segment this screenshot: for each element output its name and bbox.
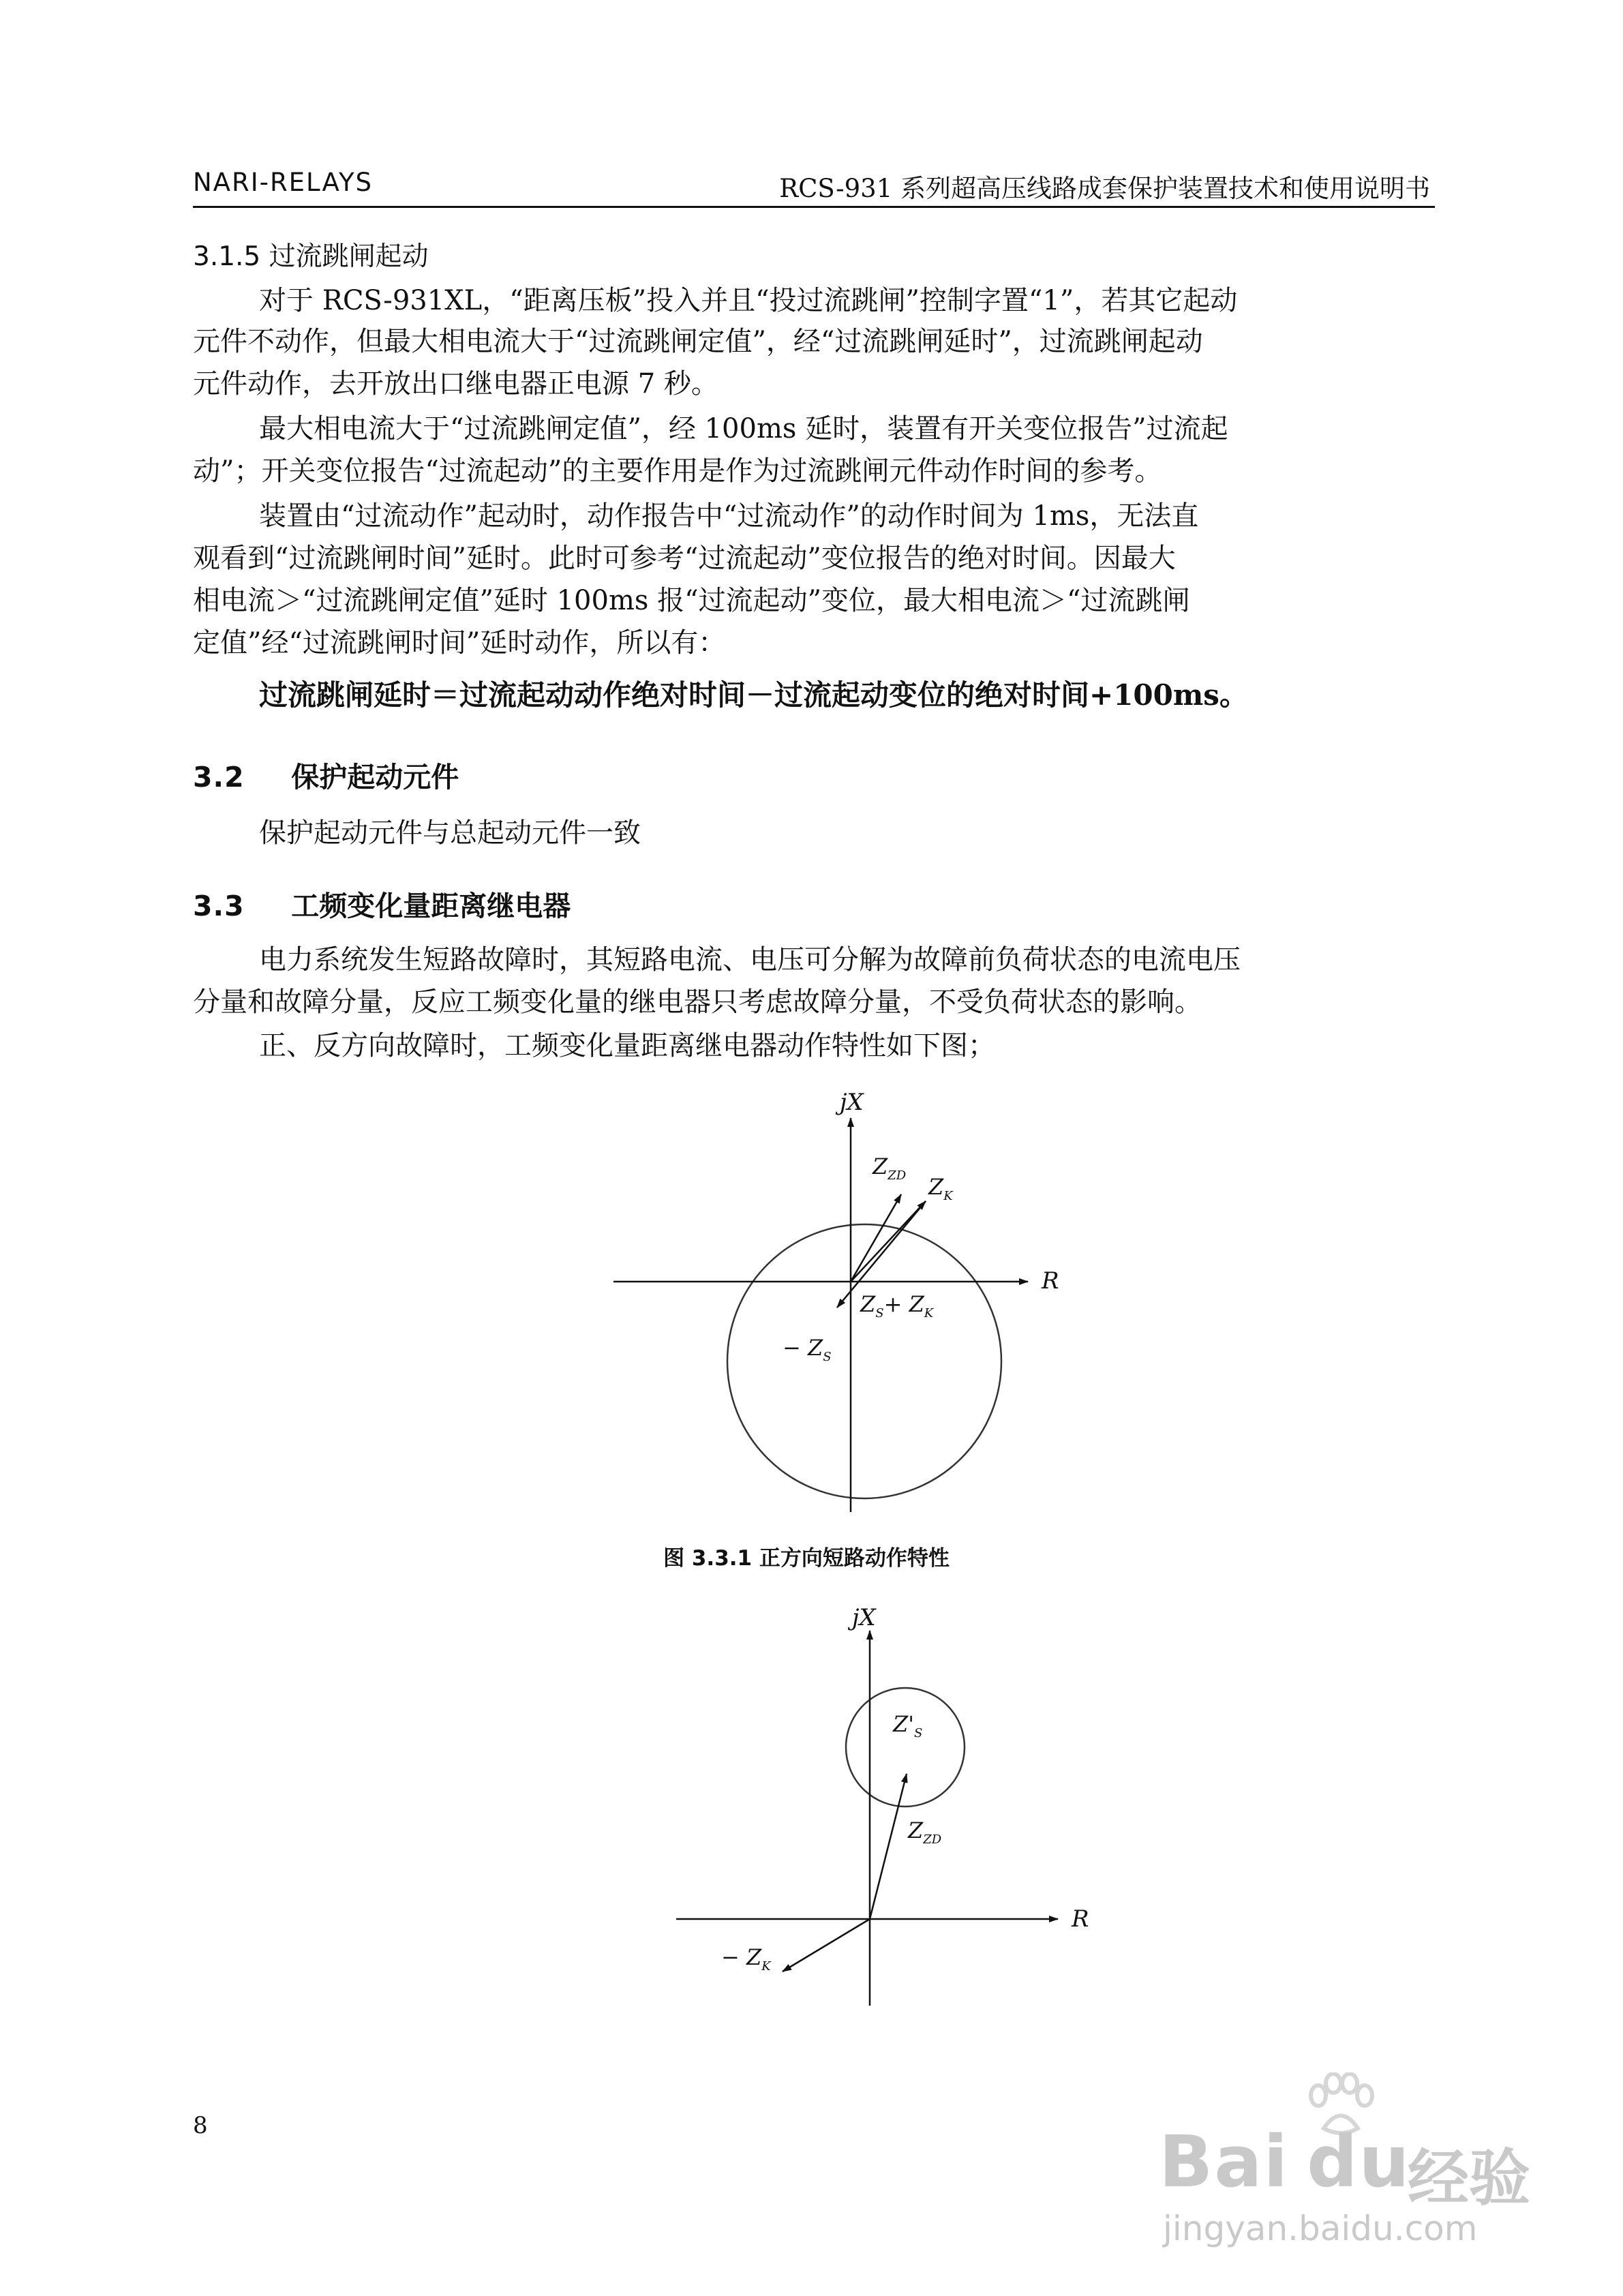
paragraph-line: 定值”经“过流跳闸时间”延时动作，所以有： bbox=[193, 627, 726, 659]
label-zzd: $Z_{ZD}$ bbox=[873, 1153, 907, 1183]
label-neg-zk: − $Z_K$ bbox=[721, 1944, 771, 1974]
section-3-2-heading bbox=[193, 755, 459, 795]
section-title: 工频变化量距离继电器 bbox=[291, 890, 571, 922]
paragraph-line: 装置由“过流动作”起动时，动作报告中“过流动作”的动作时间为 1ms，无法直 bbox=[259, 500, 1199, 532]
watermark-brand: Bai du bbox=[1159, 2120, 1411, 2203]
paragraph-line: 对于 RCS-931XL，“距离压板”投入并且“投过流跳闸”控制字置“1”，若其它起动 bbox=[259, 285, 1238, 316]
zzd-vector bbox=[870, 1774, 907, 1919]
section-title: 保护起动元件 bbox=[291, 761, 459, 794]
paragraph-line: 最大相电流大于“过流跳闸定值”，经 100ms 延时，装置有开关变位报告”过流起 bbox=[259, 413, 1228, 444]
label-zk: $Z_K$ bbox=[928, 1174, 953, 1203]
watermark-product: 经验 bbox=[1408, 2143, 1530, 2214]
header-rule bbox=[193, 206, 1435, 208]
axis-label-jx: jX bbox=[852, 1604, 876, 1631]
axis-label-jx: jX bbox=[840, 1089, 864, 1116]
operating-circle bbox=[727, 1224, 1001, 1498]
paragraph-line: 分量和故障分量，反应工频变化量的继电器只考虑故障分量，不受负荷状态的影响。 bbox=[193, 986, 1202, 1018]
baidu-jingyan-watermark bbox=[1159, 2072, 1530, 2250]
label-zs-plus-zk: $Z_S+ Z_K$ bbox=[860, 1291, 934, 1320]
paragraph-line: 动”；开关变位报告“过流起动”的主要作用是作为过流跳闸元件动作时间的参考。 bbox=[193, 455, 1162, 487]
section-3-3-heading bbox=[193, 883, 571, 924]
paragraph-line: 元件动作，去开放出口继电器正电源 7 秒。 bbox=[193, 368, 718, 399]
paragraph-line: 保护起动元件与总起动元件一致 bbox=[259, 817, 641, 849]
label-neg-zs: − $Z_S$ bbox=[783, 1335, 832, 1364]
axis-label-r: R bbox=[1042, 1267, 1059, 1295]
header-left: NARI-RELAYS bbox=[193, 168, 374, 197]
paragraph-line: 元件不动作，但最大相电流大于“过流跳闸定值”，经“过流跳闸延时”，过流跳闸起动 bbox=[193, 326, 1203, 357]
section-3-1-5-heading: 3.1.5 过流跳闸起动 bbox=[193, 241, 429, 272]
operating-circle bbox=[846, 1688, 965, 1807]
paragraph-line: 相电流＞“过流跳闸定值”延时 100ms 报“过流起动”变位，最大相电流＞“过流跳闸 bbox=[193, 585, 1190, 616]
figure-reverse-fault-characteristic bbox=[668, 1588, 1118, 2011]
formula: 过流跳闸延时＝过流起动动作绝对时间－过流起动变位的绝对时间+100ms。 bbox=[259, 678, 1248, 712]
paragraph-line: 正、反方向故障时，工频变化量距离继电器动作特性如下图； bbox=[259, 1030, 995, 1061]
zk-vector bbox=[851, 1201, 926, 1282]
paragraph-line: 电力系统发生短路故障时，其短路电流、电压可分解为故障前负荷状态的电流电压 bbox=[259, 944, 1241, 976]
axis-label-r: R bbox=[1072, 1905, 1089, 1933]
watermark-url: jingyan.baidu.com bbox=[1163, 2209, 1478, 2248]
header-right: RCS-931 系列超高压线路成套保护装置技术和使用说明书 bbox=[779, 174, 1430, 203]
zzd-vector bbox=[851, 1194, 901, 1282]
label-zprime-s: $Z'_S$ bbox=[893, 1711, 923, 1740]
paragraph-line: 观看到“过流跳闸时间”延时。此时可参考“过流起动”变位报告的绝对时间。因最大 bbox=[193, 543, 1176, 574]
figure-forward-fault-characteristic bbox=[600, 1070, 1077, 1534]
label-zzd: $Z_{ZD}$ bbox=[908, 1817, 942, 1847]
page-number: 8 bbox=[193, 2112, 208, 2139]
section-number: 3.2 bbox=[193, 761, 245, 794]
figure-caption: 图 3.3.1 正方向短路动作特性 bbox=[663, 1546, 950, 1571]
section-number: 3.3 bbox=[193, 890, 245, 922]
neg-zk-vector bbox=[783, 1919, 870, 1972]
